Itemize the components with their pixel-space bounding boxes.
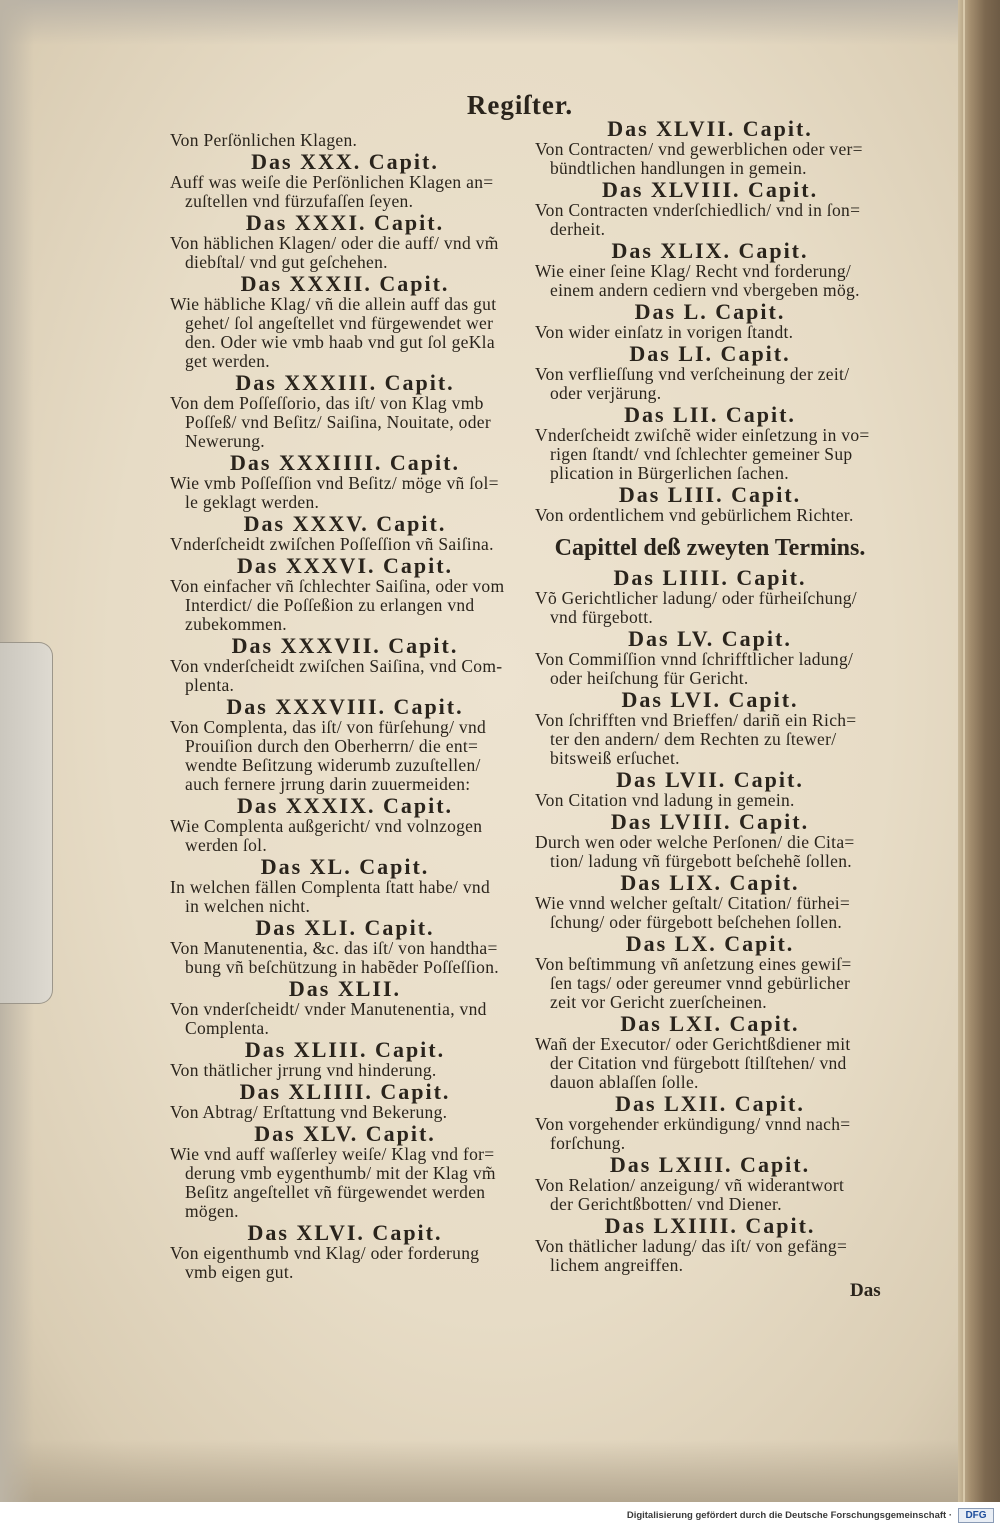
- register-entry: [535, 117, 885, 178]
- viewer-footer: [0, 1502, 1000, 1528]
- register-entry: [170, 1038, 520, 1080]
- entry-line: Von thätlicher jrrung vnd hinderung.: [170, 1059, 437, 1080]
- entry-line: Von vnderſcheidt/ vnder Manutenentia, vnd: [170, 998, 487, 1019]
- entry-line: Beſitz angeſtellet vñ fürgewendet werden: [185, 1181, 486, 1202]
- register-entry: [535, 1153, 885, 1214]
- entry-line: Wie vnnd welcher geſtalt/ Citation/ fürhei=: [535, 892, 851, 913]
- register-entry: [535, 178, 885, 239]
- chapter-heading: Das LXIIII. Capit.: [604, 1212, 816, 1238]
- entry-line: bitsweiß erſuchet.: [550, 747, 680, 768]
- entry-line: le geklagt werden.: [185, 491, 320, 512]
- entry-line: auch fernere jrrung darin zuuermeiden:: [185, 773, 471, 794]
- chapter-heading: Das XLII.: [288, 975, 402, 1001]
- register-entry: [170, 371, 520, 451]
- register-entry: [535, 342, 885, 403]
- entry-line: lichem angreiffen.: [550, 1254, 684, 1275]
- register-entry: [535, 403, 885, 483]
- chapter-heading: Das LVII. Capit.: [616, 766, 804, 792]
- entry-line: werden ſol.: [185, 834, 268, 855]
- entry-line: Von Contracten/ vnd gewerblichen oder ver=: [535, 138, 863, 159]
- entry-line: Newerung.: [185, 430, 265, 451]
- entry-line: rigen ſtandt/ vnd ſchlechter gemeiner Sup: [550, 443, 853, 464]
- register-entry: [170, 131, 520, 150]
- chapter-heading: Das LXI. Capit.: [620, 1010, 800, 1036]
- chapter-heading: Das XLIX. Capit.: [611, 237, 809, 263]
- entry-line: mögen.: [185, 1200, 239, 1221]
- entry-line: Von ordentlichem vnd gebürlichem Richter.: [535, 504, 854, 525]
- register-entry: [535, 688, 885, 768]
- entry-line: der Citation vnd fürgebott ſtilſtehen/ vnd: [550, 1052, 847, 1073]
- register-entry: [535, 768, 885, 810]
- catchword: Das: [850, 1280, 881, 1301]
- entry-line: Wañ der Executor/ oder Gerichtßdiener mit: [535, 1033, 851, 1054]
- chapter-heading: Das XLIII. Capit.: [244, 1036, 446, 1062]
- entry-line: forſchung.: [550, 1132, 626, 1153]
- entry-line: der Gerichtßbotten/ vnd Diener.: [550, 1193, 782, 1214]
- entry-line: plenta.: [185, 674, 235, 695]
- entry-line: Von Perſönlichen Klagen.: [170, 129, 358, 150]
- register-entry: [170, 554, 520, 634]
- chapter-heading: Das XXXVI. Capit.: [236, 552, 454, 578]
- entry-line: get werden.: [185, 350, 270, 371]
- chapter-heading: Das XLV. Capit.: [254, 1120, 436, 1146]
- register-entry: [170, 794, 520, 855]
- chapter-heading: Das XLVII. Capit.: [607, 115, 813, 141]
- entry-line: vmb eigen gut.: [185, 1261, 294, 1282]
- entry-line: Von häblichen Klagen/ oder die auff/ vnd vm̃: [170, 232, 499, 253]
- entry-line: Vnderſcheidt zwiſchẽ wider einſetzung in vo=: [535, 424, 870, 445]
- entry-line: zeit vor Gericht zuerſcheinen.: [550, 991, 767, 1012]
- chapter-heading: Das XXXVII. Capit.: [231, 632, 459, 658]
- entry-line: Von Contracten vnderſchiedlich/ vnd in ſon=: [535, 199, 861, 220]
- page-bottom-shadow: [0, 1440, 1000, 1502]
- entry-line: Von einfacher vñ ſchlechter Saiſina, oder vom: [170, 575, 505, 596]
- chapter-heading: Das LI. Capit.: [629, 340, 791, 366]
- entry-line: Von vnderſcheidt zwiſchen Saiſina, vnd Com-: [170, 655, 503, 676]
- entry-line: dauon ablaſſen ſolle.: [550, 1071, 699, 1092]
- register-entry: [170, 855, 520, 916]
- entry-line: wendte Beſitzung widerumb zuzuſtellen/: [185, 754, 481, 775]
- entry-line: Von Abtrag/ Erſtattung vnd Bekerung.: [170, 1101, 448, 1122]
- entry-line: diebſtal/ vnd gut geſchehen.: [185, 251, 388, 272]
- chapter-heading: Das XXXIIII. Capit.: [230, 449, 460, 475]
- entry-line: Wie vmb Poſſeſſion vnd Beſitz/ möge vñ ſol=: [170, 472, 499, 493]
- chapter-heading: Das LIIII. Capit.: [613, 564, 807, 590]
- chapter-heading: Das XL. Capit.: [260, 853, 430, 879]
- entry-line: oder verjärung.: [550, 382, 662, 403]
- chapter-heading: Das XLVIII. Capit.: [601, 176, 819, 202]
- register-entry: [535, 932, 885, 1012]
- register-entry: [535, 1092, 885, 1153]
- chapter-heading: Das LIX. Capit.: [620, 869, 800, 895]
- entry-line: Wie einer ſeine Klag/ Recht vnd forderung/: [535, 260, 852, 281]
- chapter-heading: Das L. Capit.: [634, 298, 786, 324]
- entry-line: derheit.: [550, 218, 606, 239]
- entry-line: Vnderſcheidt zwiſchen Poſſeſſion vñ Saiſina.: [170, 533, 494, 554]
- register-entry: [170, 1080, 520, 1122]
- paper-tab: [0, 642, 53, 1004]
- chapter-heading: Das XLI. Capit.: [255, 914, 435, 940]
- entry-line: Interdict/ die Poſſeßion zu erlangen vnd: [185, 594, 475, 615]
- entry-line: Von Commiſſion vnnd ſchrifftlicher ladung/: [535, 648, 854, 669]
- entry-line: tion/ ladung vñ fürgebott beſchehẽ ſollen.: [550, 850, 852, 871]
- entry-line: Von wider einſatz in vorigen ſtandt.: [535, 321, 794, 342]
- chapter-heading: Das XXXV. Capit.: [243, 510, 447, 536]
- entry-line: Von ſchrifften vnd Brieffen/ dariñ ein Rich=: [535, 709, 857, 730]
- chapter-heading: Das LII. Capit.: [624, 401, 796, 427]
- register-entry: [170, 211, 520, 272]
- entry-line: den. Oder wie vmb haab vnd gut ſol geKla: [185, 331, 495, 352]
- register-entry: [170, 695, 520, 794]
- chapter-heading: Das XXXVIII. Capit.: [226, 693, 464, 719]
- entry-line: ter den andern/ dem Rechten zu ſtewer/: [550, 728, 837, 749]
- chapter-heading: Das XLVI. Capit.: [247, 1219, 443, 1245]
- entry-line: Von beſtimmung vñ anſetzung eines gewiſ=: [535, 953, 852, 974]
- entry-line: bung vñ beſchützung in habẽder Poſſeſſion.: [185, 956, 499, 977]
- entry-line: gehet/ ſol angeſtellet vnd fürgewendet wer: [185, 312, 494, 333]
- entry-line: Von vorgehender erkündigung/ vnnd nach=: [535, 1113, 851, 1134]
- entry-line: Võ Gerichtlicher ladung/ oder fürheiſchung/: [535, 587, 857, 608]
- entry-line: Von eigenthumb vnd Klag/ oder forderung: [170, 1242, 480, 1263]
- chapter-heading: Das XXXII. Capit.: [240, 270, 450, 296]
- entry-line: Durch wen oder welche Perſonen/ die Cita=: [535, 831, 855, 852]
- chapter-heading: Das LXIII. Capit.: [609, 1151, 811, 1177]
- entry-line: Poſſeß/ vnd Beſitz/ Saiſina, Nouitate, oder: [185, 411, 491, 432]
- entry-line: Wie Complenta außgericht/ vnd volnzogen: [170, 815, 483, 836]
- entry-line: Von Manutenentia, &c. das iſt/ von handtha=: [170, 937, 498, 958]
- chapter-heading: Das LIII. Capit.: [618, 481, 802, 507]
- chapter-heading: Das LX. Capit.: [625, 930, 795, 956]
- chapter-heading: Das LVIII. Capit.: [610, 808, 810, 834]
- chapter-heading: Das XLIIII. Capit.: [239, 1078, 451, 1104]
- entry-line: Wie vnd auff waſſerley weiſe/ Klag vnd for=: [170, 1143, 495, 1164]
- register-entry: [535, 871, 885, 932]
- chapter-heading: Das XXXIII. Capit.: [235, 369, 455, 395]
- entry-line: einem andern cediern vnd vbergeben mög.: [550, 279, 860, 300]
- entry-line: In welchen fällen Complenta ſtatt habe/ vnd: [170, 876, 491, 897]
- register-entry: [535, 300, 885, 342]
- register-entry: [170, 451, 520, 512]
- register-entry: [535, 566, 885, 627]
- entry-line: Wie häbliche Klag/ vñ die allein auff das gut: [170, 293, 497, 314]
- register-entry: [170, 272, 520, 371]
- entry-line: Von verflieſſung vnd verſcheinung der zeit/: [535, 363, 850, 384]
- entry-line: zubekommen.: [185, 613, 287, 634]
- entry-line: in welchen nicht.: [185, 895, 311, 916]
- register-entry: [170, 150, 520, 211]
- register-entry: [170, 916, 520, 977]
- entry-line: derung vmb eygenthumb/ mit der Klag vm̃: [185, 1162, 496, 1183]
- register-entry: [535, 627, 885, 688]
- chapter-heading: Das XXX. Capit.: [251, 148, 439, 174]
- entry-line: bündtlichen handlungen in gemein.: [550, 157, 807, 178]
- entry-line: ſchung/ oder fürgebott beſchehen ſollen.: [550, 911, 843, 932]
- register-entry: [170, 1221, 520, 1282]
- entry-line: oder heiſchung für Gericht.: [550, 667, 749, 688]
- entry-line: Von dem Poſſeſſorio, das iſt/ von Klag vmb: [170, 392, 484, 413]
- chapter-heading: Das LXII. Capit.: [615, 1090, 805, 1116]
- entry-line: Auff was weiſe die Perſönlichen Klagen an=: [170, 171, 494, 192]
- entry-line: plication in Bürgerlichen ſachen.: [550, 462, 789, 483]
- register-entry: [535, 1012, 885, 1092]
- entry-line: Von Citation vnd ladung in gemein.: [535, 789, 795, 810]
- right-column: [535, 117, 885, 1275]
- entry-line: ſen tags/ oder gereumer vnnd gebürlicher: [550, 972, 851, 993]
- left-column: [170, 131, 520, 1282]
- register-entry: [535, 1214, 885, 1275]
- entry-line: Von Relation/ anzeigung/ vñ widerantwort: [535, 1174, 845, 1195]
- entry-line: Complenta.: [185, 1017, 270, 1038]
- register-entry: [535, 239, 885, 300]
- entry-line: Prouiſion durch den Oberherrn/ die ent=: [185, 735, 479, 756]
- page-edge-line: [963, 0, 965, 1502]
- digitization-credit: Digitalisierung gefördert durch die Deutsche Forschungsgemeinschaft ·: [626, 1510, 952, 1521]
- entry-line: zuſtellen vnd fürzufaſſen ſeyen.: [185, 190, 414, 211]
- register-entry: [535, 810, 885, 871]
- chapter-heading: Das LV. Capit.: [628, 625, 792, 651]
- entry-line: Von Complenta, das iſt/ von fürſehung/ vnd: [170, 716, 487, 737]
- entry-line: Von thätlicher ladung/ das iſt/ von gefäng=: [535, 1235, 848, 1256]
- register-entry: [170, 1122, 520, 1221]
- chapter-heading: Das XXXI. Capit.: [245, 209, 445, 235]
- page-top-shadow: [0, 0, 1000, 45]
- register-entry: [170, 977, 520, 1038]
- chapter-heading: Das XXXIX. Capit.: [236, 792, 454, 818]
- register-entry: [535, 483, 885, 525]
- section-heading: Capittel deß zweyten Termins.: [554, 534, 866, 561]
- entry-line: vnd fürgebott.: [550, 606, 654, 627]
- register-entry: [170, 634, 520, 695]
- running-title: Regiſter.: [466, 90, 574, 120]
- chapter-heading: Das LVI. Capit.: [621, 686, 799, 712]
- register-entry: [170, 512, 520, 554]
- dfg-logo-icon: DFG: [958, 1508, 994, 1523]
